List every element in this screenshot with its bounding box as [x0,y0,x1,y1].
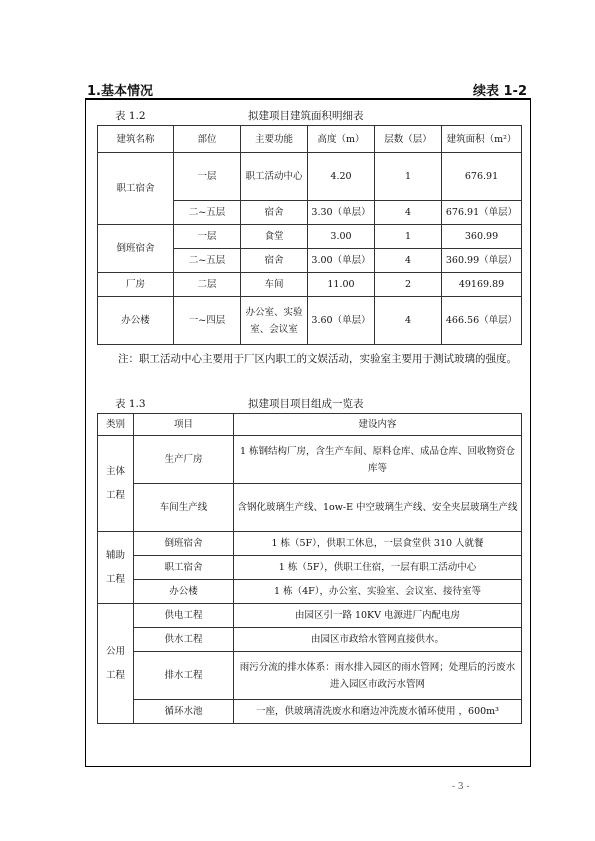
building-name: 厂房 [98,273,174,297]
section-title: 1.基本情况 [87,84,153,99]
content: 含钢化玻璃生产线、1ow-E 中空玻璃生产线、安全夹层玻璃生产线 [234,484,522,532]
building-name: 倒班宿舍 [98,225,174,273]
floors: 4 [375,297,442,345]
col-header: 层数（层） [375,126,442,153]
table-note: 注：职工活动中心主要用于厂区内职工的文娱活动，实验室主要用于测试玻璃的强度。 [118,353,517,365]
area: 466.56（单层） [442,297,522,345]
table-row [98,436,522,484]
col-header: 建筑名称 [98,126,174,153]
building-area-table [97,125,522,345]
col-header: 部位 [174,126,241,153]
height: 3.30（单层） [308,201,375,225]
building-name: 办公楼 [98,297,174,345]
part: 一~四层 [174,297,241,345]
table13-label: 表 1.3 [115,398,146,410]
height: 4.20 [308,153,375,201]
item: 供电工程 [134,604,234,628]
project-composition-table [97,413,522,724]
height: 3.00 [308,225,375,249]
part: 二~五层 [174,201,241,225]
continued-label: 续表 1-2 [472,84,527,99]
col-header: 主要功能 [241,126,308,153]
table-row [98,580,522,604]
content: 由园区市政给水管网直接供水。 [234,628,522,652]
item: 循环水池 [134,700,234,724]
table12-title: 拟建项目建筑面积明细表 [248,110,364,122]
content: 1 栋（4F），办公室、实验室、会议室、接待室等 [234,580,522,604]
table-row [98,484,522,532]
floors: 1 [375,153,442,201]
item: 倒班宿舍 [134,532,234,556]
col-header: 高度（m） [308,126,375,153]
function: 宿舍 [241,249,308,273]
content: 1 栋（5F），供职工住宿，一层有职工活动中心 [234,556,522,580]
table13-title: 拟建项目项目组成一览表 [248,398,364,410]
item: 排水工程 [134,652,234,700]
part: 二层 [174,273,241,297]
function: 办公室、实验室、会议室 [241,297,308,345]
function: 宿舍 [241,201,308,225]
table-row [98,604,522,628]
function: 车间 [241,273,308,297]
area: 676.91 [442,153,522,201]
category [98,604,134,724]
item: 车间生产线 [134,484,234,532]
height: 3.60（单层） [308,297,375,345]
floors: 4 [375,249,442,273]
category-label: 主体工程 [105,465,125,501]
category [98,532,134,604]
table-row [98,225,522,249]
category-label: 辅助工程 [105,549,125,585]
table-row [98,700,522,724]
table-row [98,153,522,201]
col-header: 项目 [134,414,234,436]
item: 生产厂房 [134,436,234,484]
table-row [98,273,522,297]
area: 676.91（单层） [442,201,522,225]
table-row [98,652,522,700]
item: 职工宿舍 [134,556,234,580]
content: 一座，供玻璃清洗废水和磨边冲洗废水循环使用 ，600m³ [234,700,522,724]
area: 360.99 [442,225,522,249]
floors: 1 [375,225,442,249]
height: 3.00（单层） [308,249,375,273]
function: 食堂 [241,225,308,249]
part: 一层 [174,153,241,201]
item: 办公楼 [134,580,234,604]
content: 雨污分流的排水体系：雨水排入园区的雨水管网；处理后的污废水进入园区市政污水管网 [234,652,522,700]
table-header-row [98,414,522,436]
col-header: 建设内容 [234,414,522,436]
category [98,436,134,532]
col-header: 建筑面积（m²） [442,126,522,153]
page-number: - 3 - [452,782,470,792]
content: 1 栋钢结构厂房，含生产车间、原料仓库、成品仓库、回收物资仓库等 [234,436,522,484]
area: 360.99（单层） [442,249,522,273]
content: 1 栋（5F），供职工休息，一层食堂供 310 人就餐 [234,532,522,556]
table-header-row [98,126,522,153]
col-header: 类别 [98,414,134,436]
table-row [98,532,522,556]
building-name: 职工宿舍 [98,153,174,225]
floors: 4 [375,201,442,225]
function: 职工活动中心 [241,153,308,201]
table-row [98,297,522,345]
part: 二~五层 [174,249,241,273]
category-label: 公用工程 [105,645,125,681]
table-row [98,556,522,580]
part: 一层 [174,225,241,249]
item: 供水工程 [134,628,234,652]
content: 由园区引一路 10KV 电源进厂内配电房 [234,604,522,628]
page-header [85,80,531,99]
table-row [98,628,522,652]
area: 49169.89 [442,273,522,297]
table12-label: 表 1.2 [115,110,146,122]
floors: 2 [375,273,442,297]
height: 11.00 [308,273,375,297]
